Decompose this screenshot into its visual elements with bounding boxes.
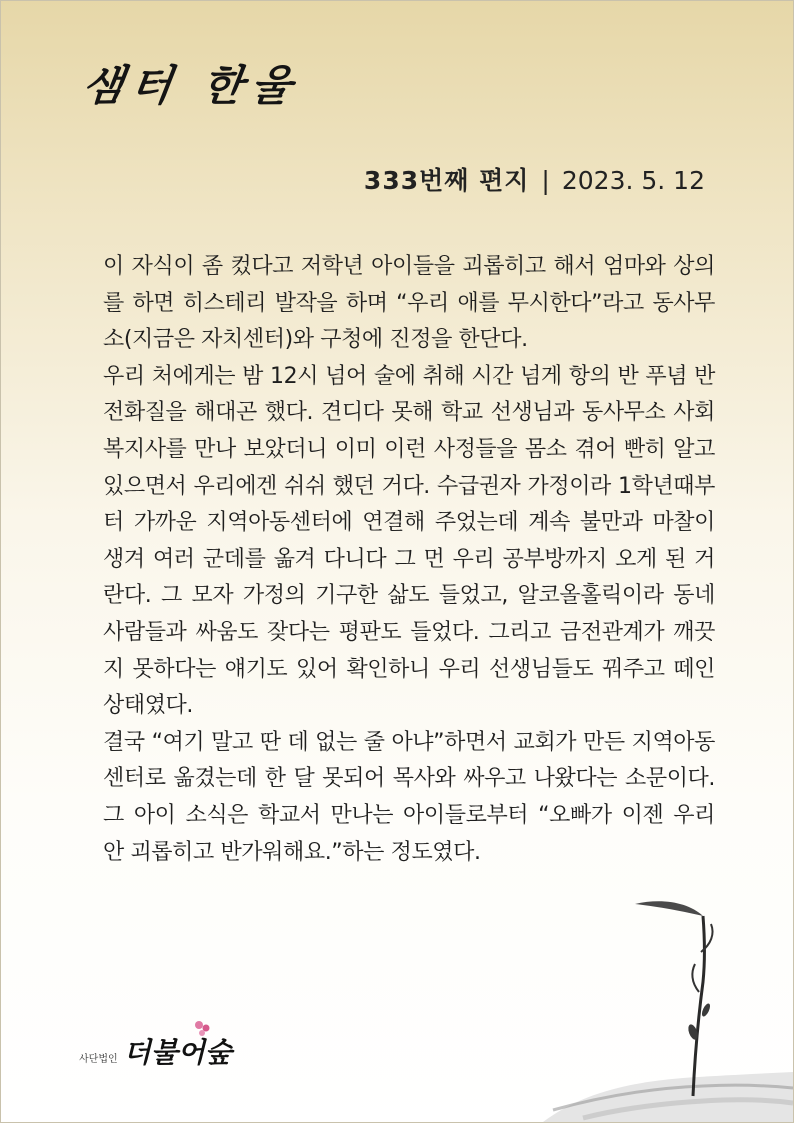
letter-paragraph-3: 결국 “여기 말고 딴 데 없는 줄 아냐”하면서 교회가 만든 지역아동센터로 옮겼는데 한 달 못되어 목사와 싸우고 나왔다는 소문이다. 그 아이 소식은 학교서 만나는 아이들로부터 “오빠가 이젠 우리 안 괴롭히고 반가워해요.”하는 정도였다. bbox=[103, 729, 715, 865]
letter-body bbox=[103, 249, 715, 871]
issue-separator: | bbox=[541, 166, 550, 195]
issue-date: 2023. 5. 12 bbox=[561, 166, 705, 195]
issue-line bbox=[364, 161, 705, 197]
org-name: 더불어숲 bbox=[123, 1036, 232, 1069]
letter-paragraph-1: 이 자식이 좀 컸다고 저학년 아이들을 괴롭히고 해서 엄마와 상의를 하면 히스테리 발작을 하며 “우리 애를 무시한다”라고 동사무소(지금은 자치센터)와 구청에 진정을 한단다. bbox=[103, 254, 715, 353]
organization-logo bbox=[79, 1031, 232, 1071]
letter-paragraph-2: 우리 처에게는 밤 12시 넘어 술에 취해 시간 넘게 항의 반 푸념 반 전화질을 해대곤 했다. 견디다 못해 학교 선생님과 동사무소 사회복지사를 만나 보았더니 이미 이런 사정들을 몸소 겪어 빤히 알고 있으면서 우리에겐 쉬쉬 했던 거다. 수급권자 가정이라 1학년때부터 가까운 지역아동센터에 연결해 주었는데 계속 불만과 마찰이 생겨 여러 군데를 옮겨 다니다 그 먼 우리 공부방까지 오게 된 거란다. 그 모자 가정의 기구한 삶도 들었고, 알코올홀릭이라 동네 사람들과 싸움도 잦다는 평판도 들었다. 그리고 금전관계가 깨끗지 못하다는 얘기도 있어 확인하니 우리 선생님들도 꿔주고 떼인 상태였다. bbox=[103, 363, 715, 719]
ink-plant-illustration bbox=[543, 882, 793, 1122]
issue-number: 333번째 편지 bbox=[363, 166, 530, 195]
org-prefix: 사단법인 bbox=[79, 1054, 118, 1065]
flower-icon bbox=[191, 1019, 213, 1039]
page-title: 샘터 한울 bbox=[79, 61, 304, 110]
